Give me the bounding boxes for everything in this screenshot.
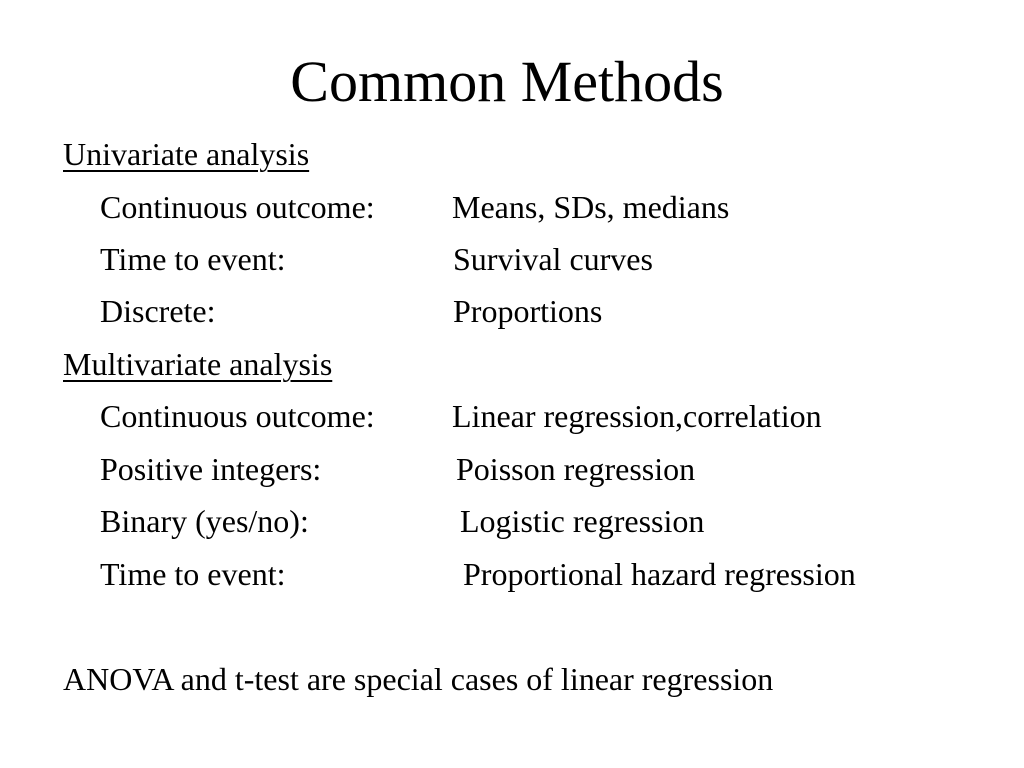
univariate-item-label: Discrete: — [100, 293, 216, 329]
multivariate-item-value: Proportional hazard regression — [463, 556, 856, 592]
univariate-item-label: Time to event: — [100, 241, 286, 277]
multivariate-heading: Multivariate analysis — [63, 346, 333, 382]
multivariate-item-value: Linear regression,correlation — [452, 398, 822, 434]
multivariate-item-label: Binary (yes/no): — [100, 503, 309, 539]
multivariate-item-label: Positive integers: — [100, 451, 322, 487]
multivariate-item-value: Poisson regression — [456, 451, 696, 487]
multivariate-item-label: Time to event: — [100, 556, 286, 592]
multivariate-item-label: Continuous outcome: — [100, 398, 375, 434]
univariate-item-value: Proportions — [453, 293, 603, 329]
univariate-heading: Univariate analysis — [63, 136, 310, 172]
univariate-item-value: Survival curves — [453, 241, 653, 277]
slide-title: Common Methods — [290, 49, 724, 114]
summary-note: ANOVA and t-test are special cases of linear regression — [63, 661, 774, 697]
multivariate-item-value: Logistic regression — [460, 503, 705, 539]
univariate-item-label: Continuous outcome: — [100, 189, 375, 225]
univariate-item-value: Means, SDs, medians — [452, 189, 730, 225]
